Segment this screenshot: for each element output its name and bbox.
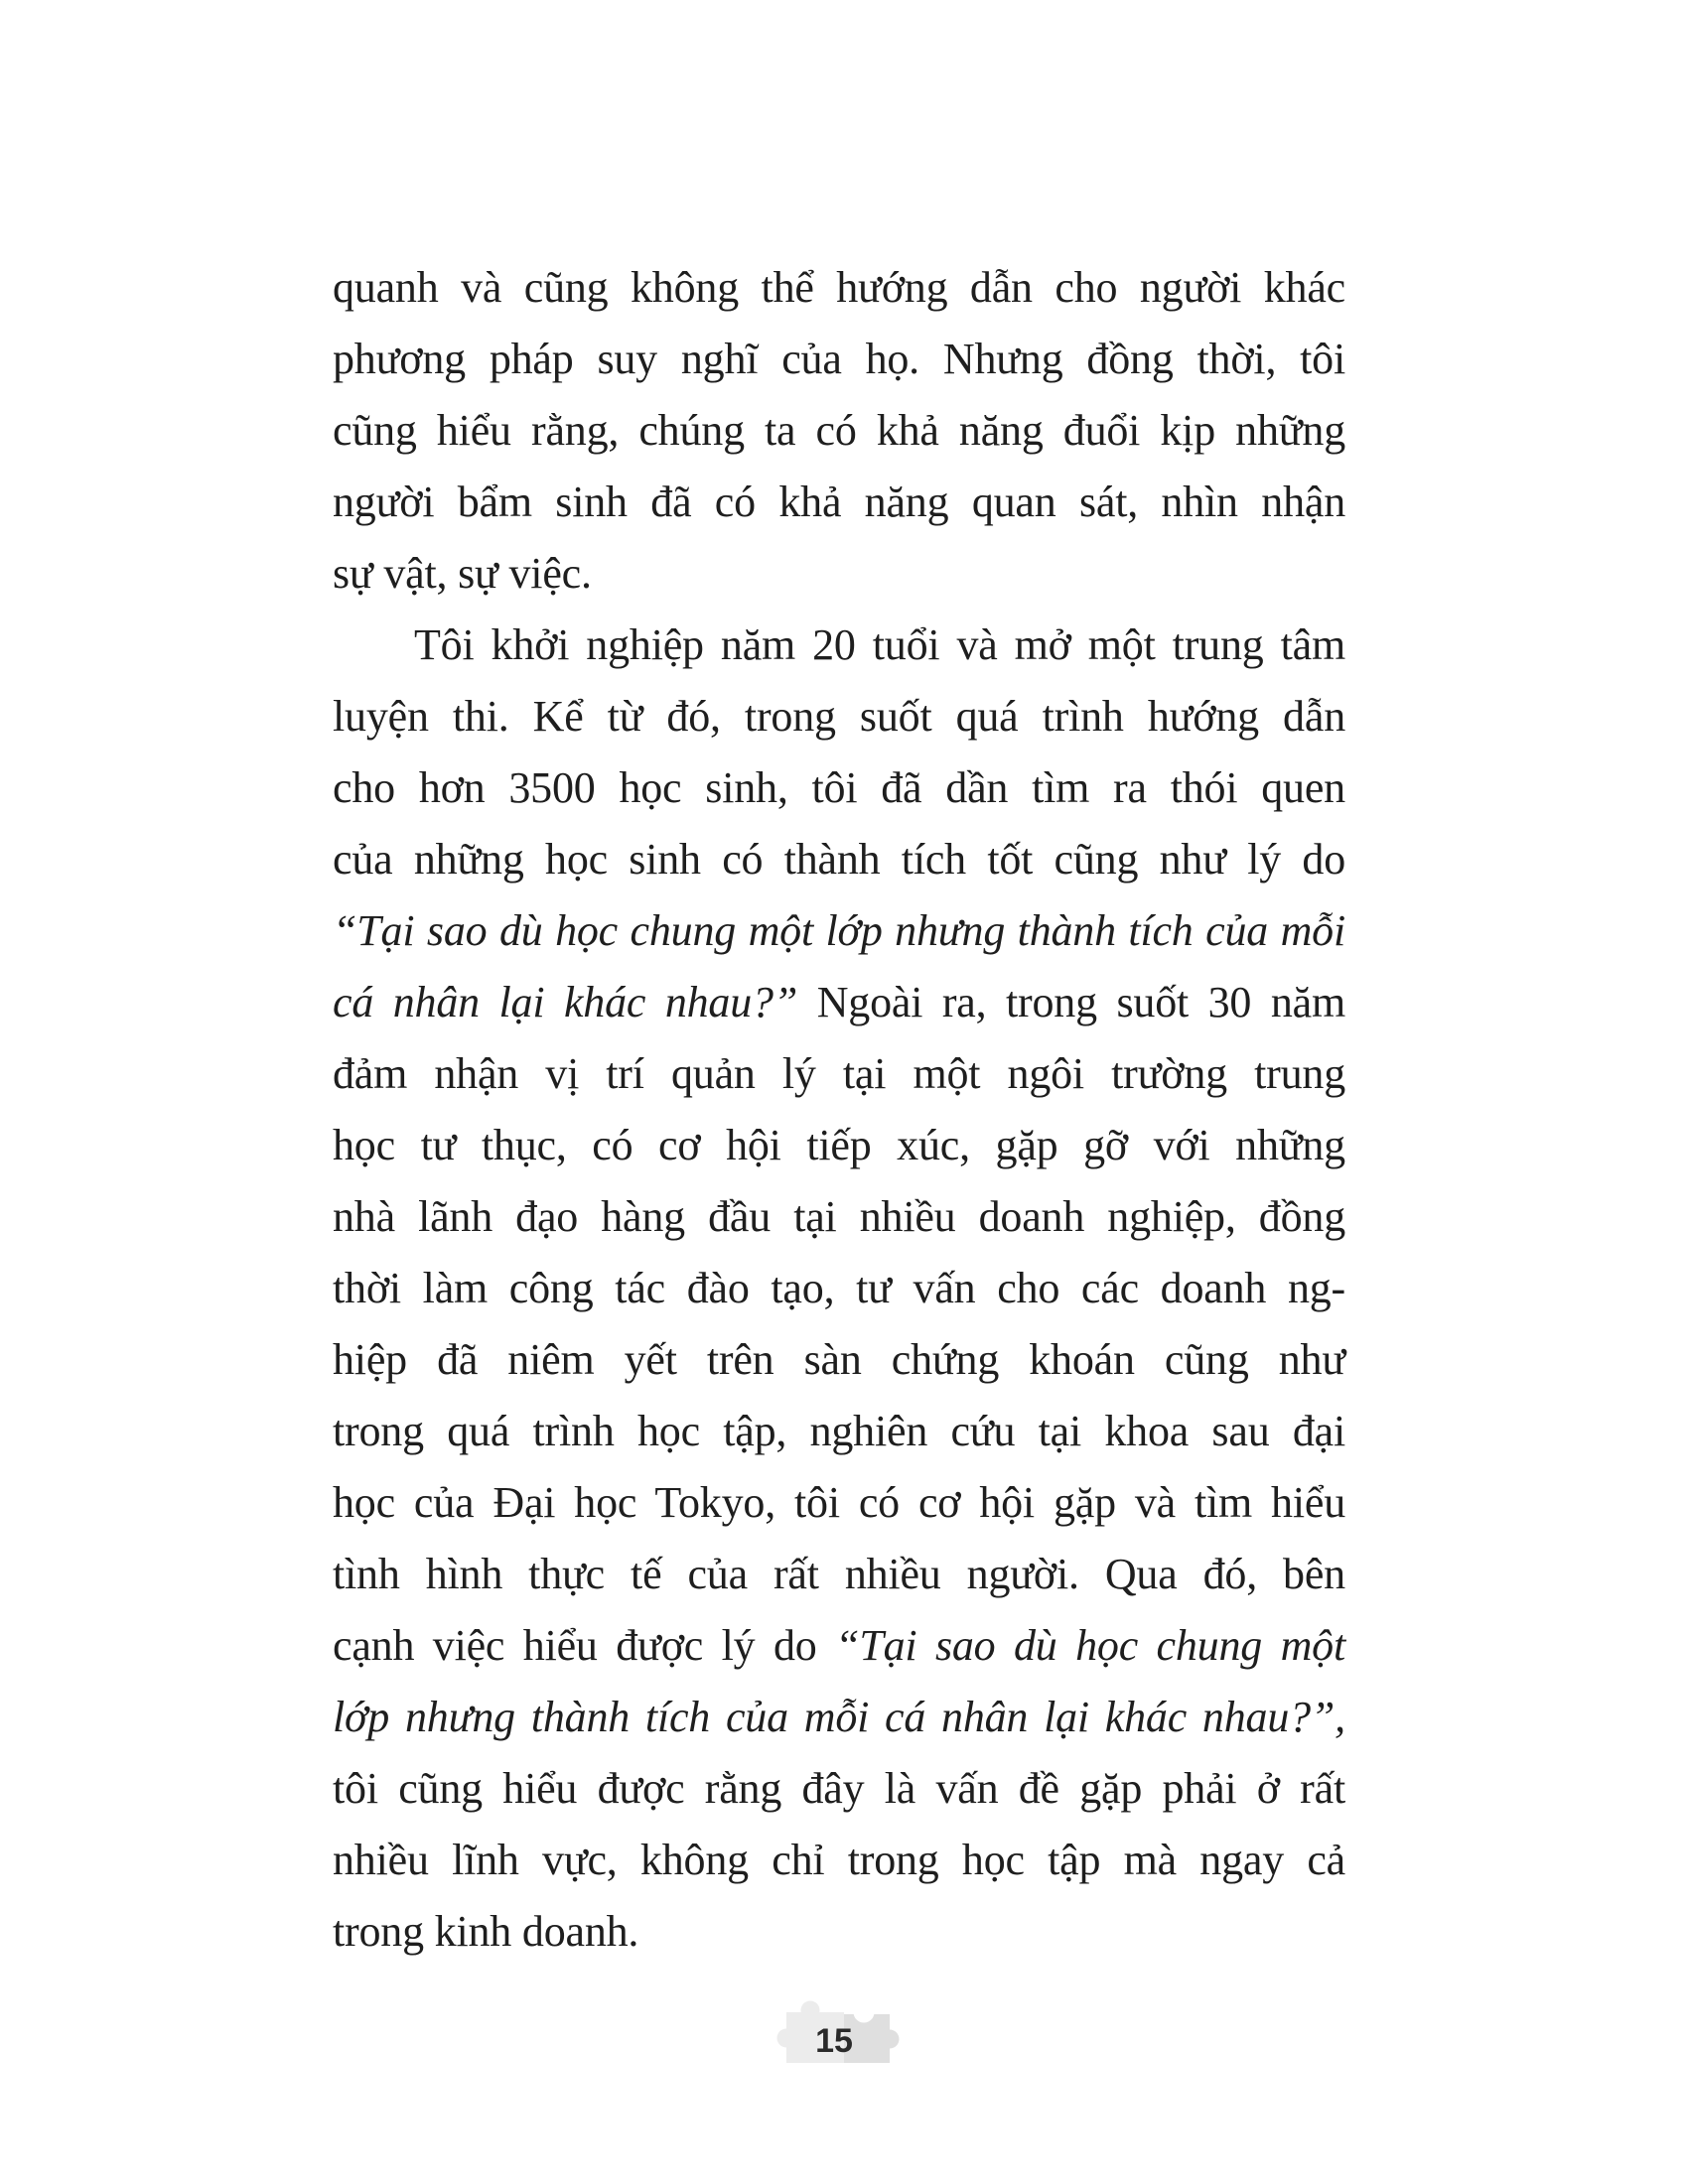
text-line	[333, 395, 1345, 467]
text-line	[333, 1682, 1345, 1753]
italic-quote-segment: “Tại sao dù học chung một	[816, 1621, 1345, 1670]
text-segment: nhiều lĩnh vực, không chỉ trong học tập mà ngay cả	[333, 1836, 1345, 1884]
puzzle-notch	[854, 2002, 875, 2023]
text-segment: học của Đại học Tokyo, tôi có cơ hội gặp và tìm hiểu	[333, 1478, 1345, 1527]
text-line	[333, 1253, 1345, 1324]
text-segment: đảm nhận vị trí quản lý tại một ngôi trường trung	[333, 1049, 1345, 1098]
text-segment: học tư thục, có cơ hội tiếp xúc, gặp gỡ với những	[333, 1121, 1345, 1169]
text-line	[333, 252, 1345, 324]
text-line	[333, 467, 1345, 538]
italic-quote-segment: “Tại sao dù học chung một lớp nhưng thành tích của mỗi	[333, 906, 1345, 955]
text-line	[333, 1396, 1345, 1467]
text-segment: của những học sinh có thành tích tốt cũng như lý do	[333, 835, 1345, 884]
text-segment: cho hơn 3500 học sinh, tôi đã dần tìm ra thói quen	[333, 763, 1345, 812]
text-line	[333, 1110, 1345, 1181]
text-segment: hiệp đã niêm yết trên sàn chứng khoán cũng như	[333, 1335, 1345, 1384]
text-line	[333, 681, 1345, 752]
text-segment: Ngoài ra, trong suốt 30 năm	[797, 978, 1345, 1026]
page-text	[333, 252, 1345, 1968]
text-segment: Tôi khởi nghiệp năm 20 tuổi và mở một trung tâm	[414, 620, 1345, 669]
text-segment: trong kinh doanh.	[333, 1907, 639, 1956]
text-segment: sự vật, sự việc.	[333, 549, 592, 598]
text-line	[333, 967, 1345, 1038]
text-segment: cũng hiểu rằng, chúng ta có khả năng đuổi kịp những	[333, 406, 1345, 455]
italic-quote-segment: cá nhân lại khác nhau?”	[333, 978, 798, 1026]
text-line	[333, 752, 1345, 824]
text-segment: nhà lãnh đạo hàng đầu tại nhiều doanh nghiệp, đồng	[333, 1192, 1345, 1241]
text-segment: cạnh việc hiểu được lý do	[333, 1621, 817, 1670]
text-line	[333, 1825, 1345, 1896]
text-line	[333, 1324, 1345, 1396]
text-segment: tình hình thực tế của rất nhiều người. Qua đó, bên	[333, 1550, 1345, 1598]
text-line-paragraph-end	[333, 538, 1345, 610]
text-line	[333, 824, 1345, 895]
page-number: 15	[815, 2022, 853, 2060]
text-line-paragraph-end	[333, 1896, 1345, 1968]
italic-quote-segment: lớp nhưng thành tích của mỗi cá nhân lại khác nhau?”,	[333, 1693, 1345, 1741]
text-segment: tôi cũng hiểu được rằng đây là vấn đề gặp phải ở rất	[333, 1764, 1345, 1813]
text-line-paragraph-start	[333, 610, 1345, 681]
text-segment: thời làm công tác đào tạo, tư vấn cho các doanh ng-	[333, 1264, 1345, 1312]
text-line	[333, 895, 1345, 967]
text-segment: trong quá trình học tập, nghiên cứu tại khoa sau đại	[333, 1407, 1345, 1455]
text-line	[333, 1038, 1345, 1110]
text-line	[333, 1610, 1345, 1682]
text-segment: quanh và cũng không thể hướng dẫn cho người khác	[333, 263, 1345, 312]
text-line	[333, 1467, 1345, 1539]
text-line	[333, 324, 1345, 395]
text-segment: luyện thi. Kể từ đó, trong suốt quá trình hướng dẫn	[333, 692, 1345, 741]
text-segment: phương pháp suy nghĩ của họ. Nhưng đồng thời, tôi	[333, 335, 1345, 383]
text-line	[333, 1539, 1345, 1610]
text-line	[333, 1753, 1345, 1825]
text-segment: người bẩm sinh đã có khả năng quan sát, nhìn nhận	[333, 478, 1345, 526]
text-line	[333, 1181, 1345, 1253]
